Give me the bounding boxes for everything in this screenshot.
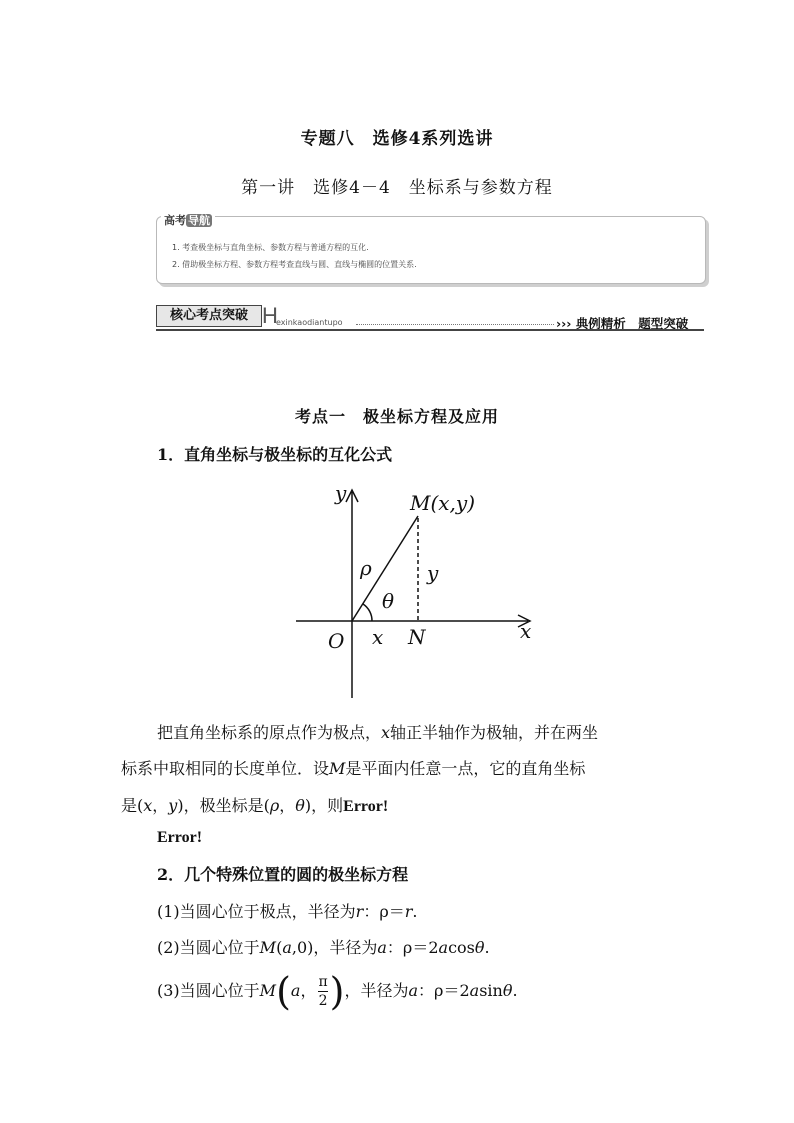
section-title: 考点一 极坐标方程及应用 <box>294 407 499 426</box>
topic-title: 专题八 选修4系列选讲 <box>300 129 494 149</box>
polar-figure <box>290 478 550 703</box>
foot-N-label: N <box>408 625 426 649</box>
banner-underline <box>156 329 704 331</box>
right-paren: ) <box>329 969 345 1014</box>
gaokao-tag-a: 高考 <box>164 214 186 227</box>
gaokao-item-2: 2. 借助极坐标方程、参数方程考查直线与圆、直线与椭圆的位置关系. <box>172 260 417 269</box>
body-line-1: 把直角坐标系的原点作为极点，x轴正半轴作为极轴，并在两坐 <box>157 723 599 742</box>
circle-case-3: (3)当圆心位于M(a， $\frac{\pi}{2}$ )，半径为a：ρ＝2asinθ. <box>157 969 518 1014</box>
rho-label: ρ <box>360 556 372 580</box>
banner-dotted-line <box>356 324 554 325</box>
pi-over-2-fraction: $\frac{\pi}{2}$ <box>318 974 328 1009</box>
theta-label: θ <box>382 589 395 613</box>
x-segment-label: x <box>372 625 384 649</box>
gaokao-guide-tag <box>161 212 215 228</box>
core-points-banner-label: 核心考点突破 <box>156 305 262 327</box>
circle-case-2: (2)当圆心位于M(a,0)，半径为a：ρ＝2acosθ. <box>157 938 490 957</box>
y-axis-label: y <box>335 481 347 505</box>
banner-H-letter: H <box>262 303 278 328</box>
y-segment-label: y <box>427 561 439 585</box>
item-2-title: 2．几个特殊位置的圆的极坐标方程 <box>157 865 409 884</box>
error-text-2: Error! <box>157 829 203 846</box>
circle-case-1: (1)当圆心位于极点，半径为r：ρ＝r. <box>157 902 418 921</box>
gaokao-item-1: 1. 考查极坐标与直角坐标、参数方程与普通方程的互化. <box>172 243 369 252</box>
left-paren: ( <box>276 969 291 1014</box>
lecture-title: 第一讲 选修4－4 坐标系与参数方程 <box>241 178 553 198</box>
origin-label: O <box>328 629 345 653</box>
banner-right-text: ››› 典例精析 题型突破 <box>556 316 689 331</box>
point-M-label: M(x,y) <box>410 491 476 515</box>
body-line-3: 是(x，y)，极坐标是(ρ，θ)，则Error! <box>121 796 389 815</box>
theta-arc <box>363 604 372 621</box>
item-1-title: 1．直角坐标与极坐标的互化公式 <box>157 445 393 464</box>
error-text-1: Error! <box>343 798 389 815</box>
body-line-2: 标系中取相同的长度单位．设M是平面内任意一点，它的直角坐标 <box>121 759 586 778</box>
x-axis-label: x <box>520 619 532 643</box>
banner-pinyin: exinkaodiantupo <box>276 318 343 327</box>
gaokao-tag-b: 导航 <box>188 214 210 227</box>
